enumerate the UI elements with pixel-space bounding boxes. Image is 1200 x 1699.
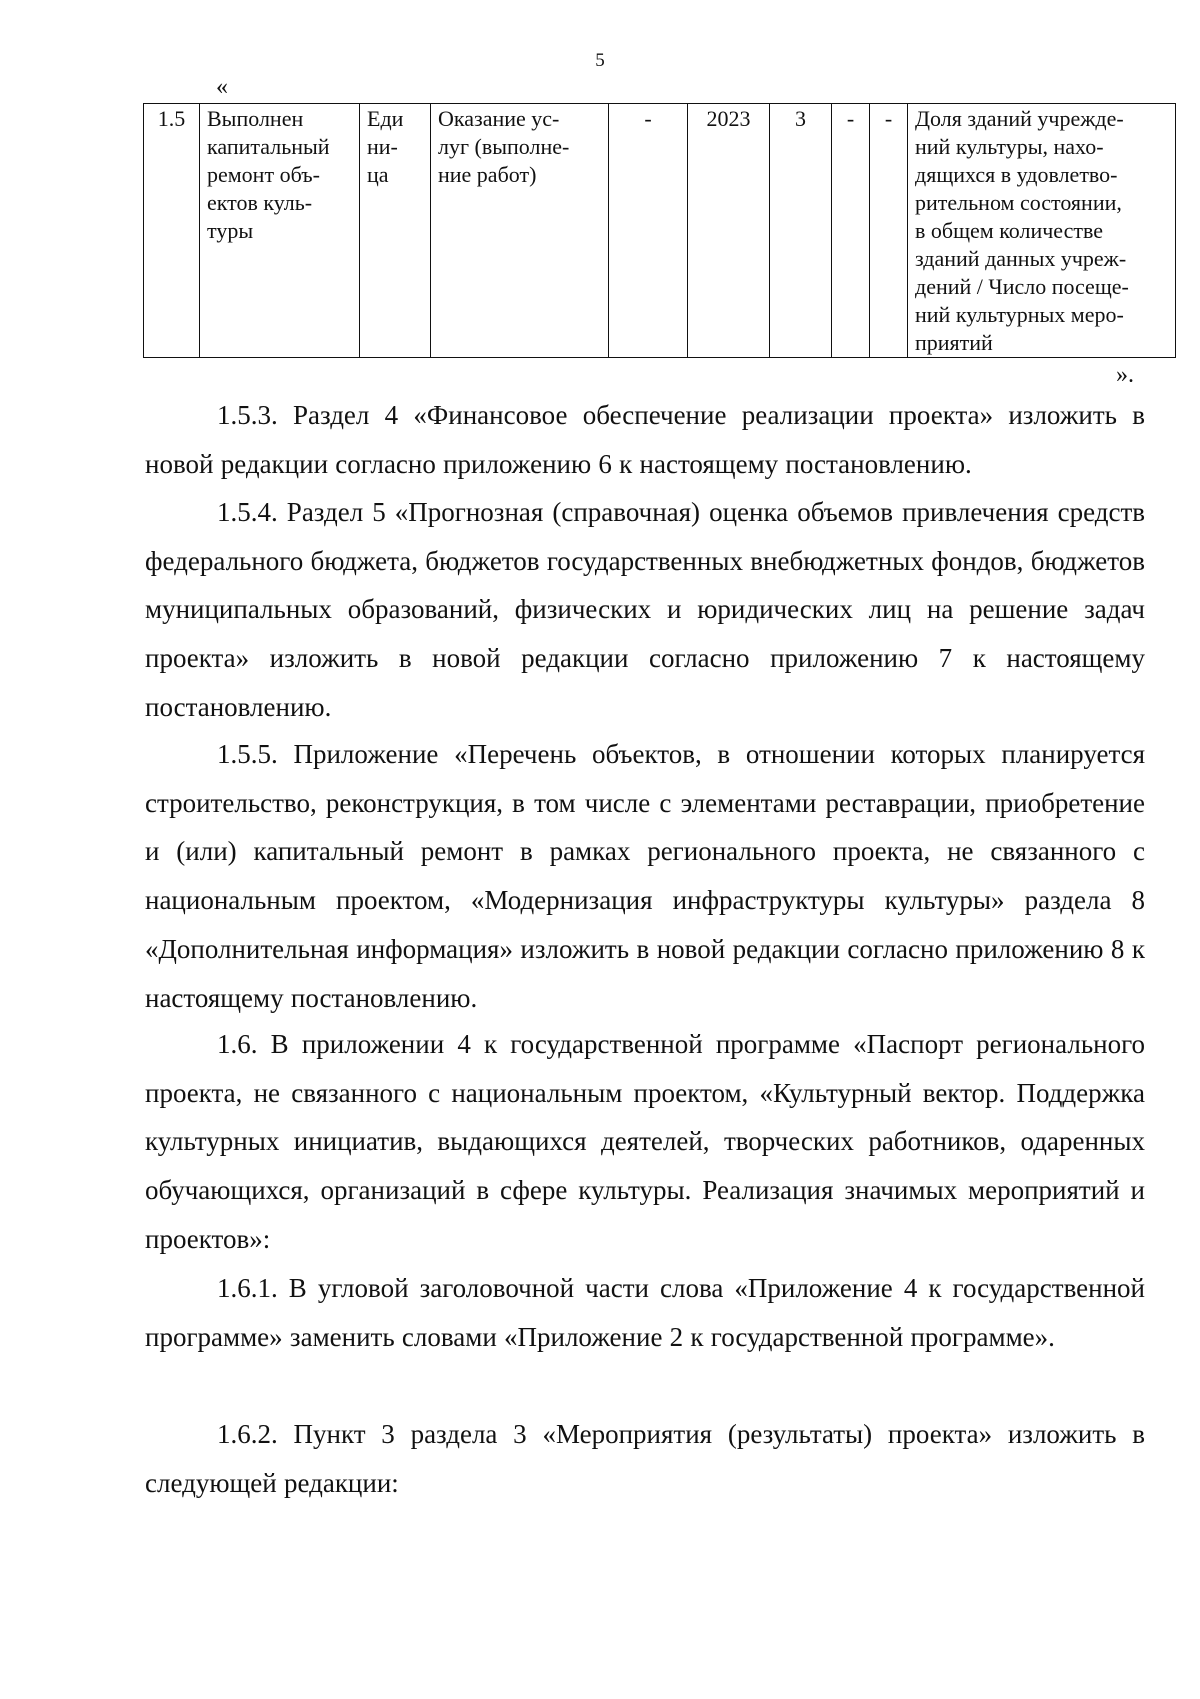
page-number: 5 (595, 50, 605, 71)
base-value-cell (609, 104, 688, 358)
year-cell (688, 104, 770, 358)
plan-3-cell (870, 104, 908, 358)
indicator-cell (908, 104, 1176, 358)
type-text: Оказание ус- луг (выполне- ние работ) (438, 106, 570, 187)
paragraph-1-5-4: 1.5.4. Раздел 5 «Прогнозная (справочная) оценка объемов привлечения средств федерального бюджета, бюджетов государственных внебюджетных фондов, бюджетов муниципальных образований, физических и юридических лиц на решение задач проекта» изложить в новой редакции согласно приложению 7 к настоящему постановлению. (145, 497, 1145, 722)
unit-cell (360, 104, 431, 358)
type-cell (431, 104, 609, 358)
result-text: Выполнен капитальный ремонт объ- ектов куль- туры (207, 106, 330, 243)
paragraph-1-6-1: 1.6.1. В угловой заголовочной части слова «Приложение 4 к государственной программе» заменить словами «Приложение 2 к государственной программе». (145, 1273, 1145, 1352)
table-open-quote: « (216, 74, 228, 100)
indicator-text: Доля зданий учрежде- ний культуры, нахо- дящихся в удовлетво- рительном состоянии, в общем количестве зданий данных учреж- дений / Число посеще- ний культурных меро- приятий (915, 106, 1129, 355)
table-row (144, 104, 1176, 358)
row-number: 1.5 (157, 106, 186, 131)
paragraph-1-6-2: 1.6.2. Пункт 3 раздела 3 «Мероприятия (результаты) проекта» изложить в следующей редакции: (145, 1419, 1145, 1498)
base-value: - (644, 106, 652, 131)
year-value: 2023 (706, 106, 751, 131)
paragraph-1-6: 1.6. В приложении 4 к государственной программе «Паспорт регионального проекта, не связанного с национальным проектом, «Культурный вектор. Поддержка культурных инициатив, выдающихся деятелей, творческих работников, одаренных обучающихся, организаций в сфере культуры. Реализация значимых мероприятий и проектов»: (145, 1029, 1145, 1254)
plan-3-value: - (884, 106, 893, 131)
plan-2-value: - (846, 106, 855, 131)
unit-text: Еди ни- ца (367, 106, 404, 187)
table-close-quote: ». (1116, 362, 1134, 388)
plan-1-value: 3 (795, 106, 806, 131)
result-cell (200, 104, 360, 358)
paragraph-1-5-5: 1.5.5. Приложение «Перечень объектов, в отношении которых планируется строительство, реконструкция, в том числе с элементами реставрации, приобретение и (или) капитальный ремонт в рамках регионального проекта, не связанного с национальным проектом, «Модернизация инфраструктуры культуры» раздела 8 «Дополнительная информация» изложить в новой редакции согласно приложению 8 к настоящему постановлению. (145, 739, 1145, 1013)
paragraph-1-5-3: 1.5.3. Раздел 4 «Финансовое обеспечение реализации проекта» изложить в новой редакции согласно приложению 6 к настоящему постановлению. (145, 400, 1145, 479)
amendment-table (143, 103, 1176, 358)
plan-1-cell (770, 104, 832, 358)
plan-2-cell (832, 104, 870, 358)
row-number-cell (144, 104, 200, 358)
